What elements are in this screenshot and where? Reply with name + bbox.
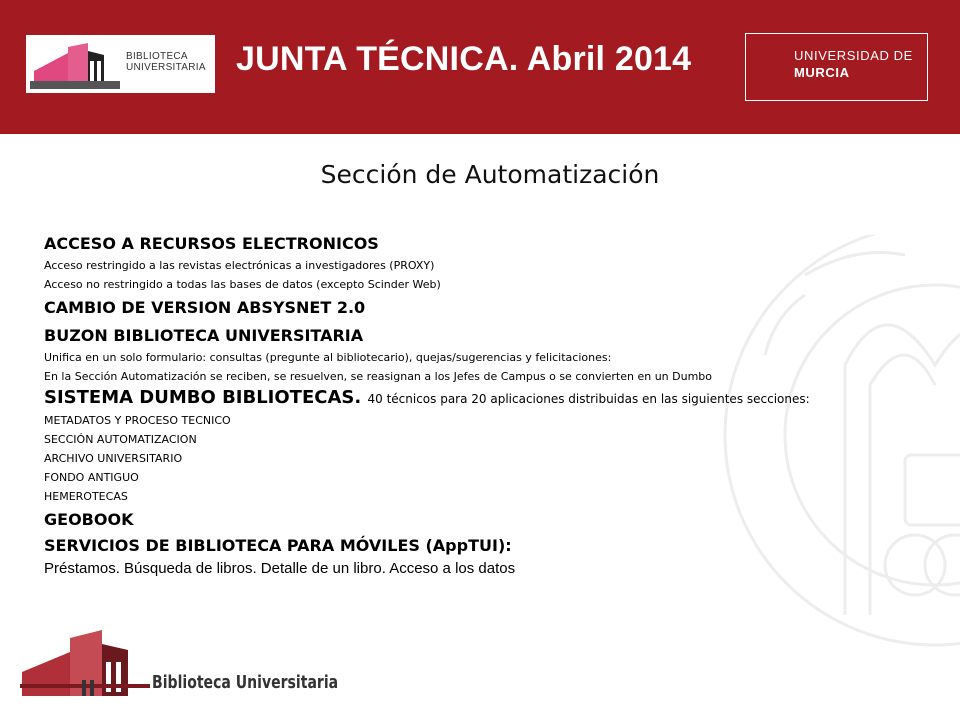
section-heading: SERVICIOS DE BIBLIOTECA PARA MÓVILES (AppTUI): — [44, 536, 512, 555]
section-heading-row — [44, 386, 904, 411]
list-item: FONDO ANTIGUO — [44, 471, 139, 484]
library-building-icon — [20, 628, 150, 698]
list-item: ARCHIVO UNIVERSITARIO — [44, 452, 183, 465]
section-heading: BUZON BIBLIOTECA UNIVERSITARIA — [44, 326, 364, 345]
section-line: En la Sección Automatización se reciben, se resuelven, se reasignan a los Jefes de Campus o se convierten en un Dumbo — [44, 370, 713, 383]
section-line: Préstamos. Búsqueda de libros. Detalle de un libro. Acceso a los datos — [44, 560, 516, 577]
section-line: Acceso restringido a las revistas electrónicas a investigadores (PROXY) — [44, 259, 435, 272]
university-name-line2: MURCIA — [794, 65, 850, 80]
list-item: SECCIÓN AUTOMATIZACION — [44, 433, 197, 446]
library-logo-text — [126, 51, 206, 73]
section-heading: ACCESO A RECURSOS ELECTRONICOS — [44, 234, 379, 253]
university-logo — [745, 33, 928, 101]
section-line: Acceso no restringido a todas las bases de datos (excepto Scinder Web) — [44, 278, 441, 291]
footer-library-name: Biblioteca Universitaria — [152, 672, 339, 693]
section-line: Unifica en un solo formulario: consultas (pregunte al bibliotecario), quejas/sugerencias y felicitaciones: — [44, 351, 612, 364]
section-inline-text: 40 técnicos para 20 aplicaciones distribuidas en las siguientes secciones: — [367, 392, 810, 406]
list-item: HEMEROTECAS — [44, 490, 128, 503]
content-body — [44, 232, 904, 580]
section-heading: SISTEMA DUMBO BIBLIOTECAS. — [44, 387, 362, 408]
page-title: JUNTA TÉCNICA. Abril 2014 — [236, 40, 692, 78]
section-title: Sección de Automatización — [320, 160, 660, 189]
logo-line1: BIBLIOTECA — [126, 51, 188, 62]
library-logo — [26, 35, 215, 93]
library-building-icon — [30, 41, 122, 89]
section-heading: CAMBIO DE VERSION ABSYSNET 2.0 — [44, 298, 366, 317]
logo-line2: UNIVERSITARIA — [126, 62, 206, 73]
list-item: METADATOS Y PROCESO TECNICO — [44, 414, 231, 427]
section-heading: GEOBOOK — [44, 510, 134, 529]
university-name-line1: UNIVERSIDAD DE — [794, 48, 913, 63]
header-bar — [0, 0, 960, 134]
